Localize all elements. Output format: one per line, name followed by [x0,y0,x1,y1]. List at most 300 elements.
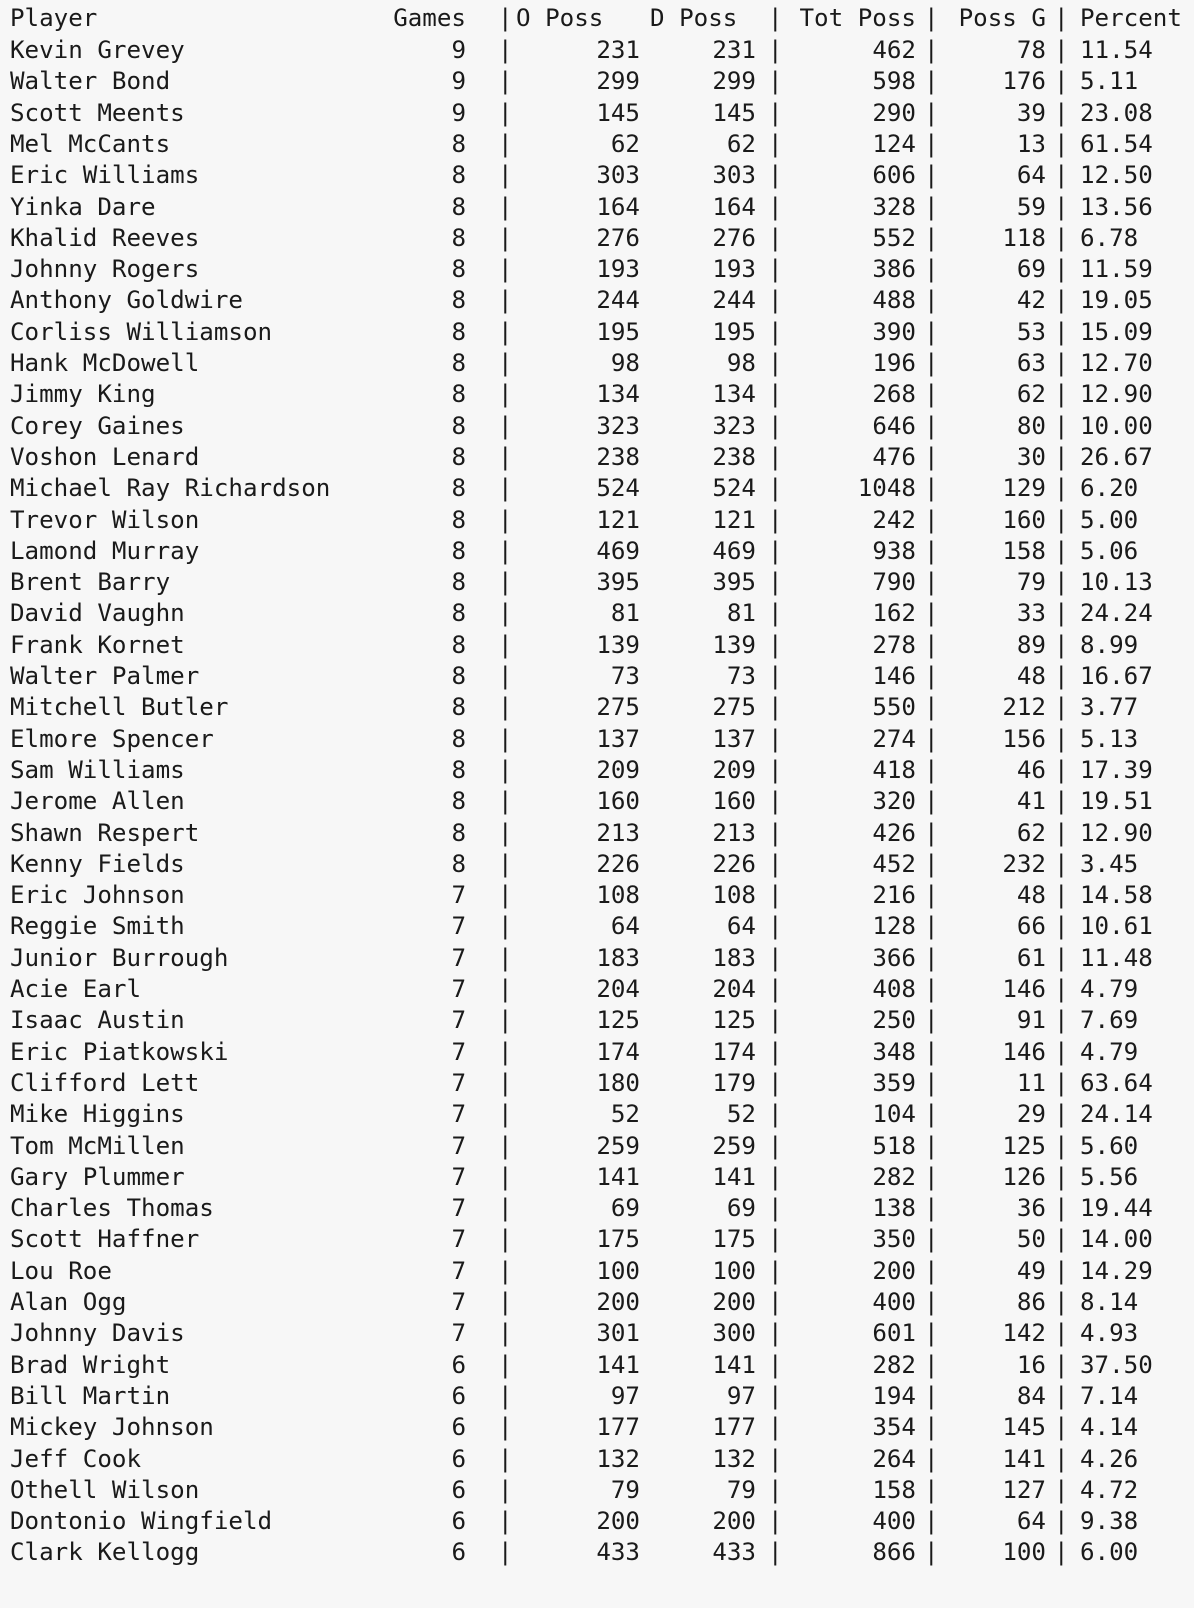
column-separator: | [498,1475,513,1504]
column-separator: | [768,223,783,252]
column-separator: | [768,474,783,503]
cell-o-poss: 193 [596,255,640,284]
cell-tot-poss: 250 [872,1006,916,1035]
cell-o-poss: 276 [596,223,640,252]
column-separator: | [1054,1538,1069,1567]
column-separator: | [498,192,513,221]
cell-tot-poss: 552 [872,223,916,252]
column-separator: | [924,505,939,534]
cell-games: 8 [451,724,466,753]
cell-player: Jimmy King [10,380,156,409]
cell-poss-g: 53 [1016,317,1046,346]
column-separator: | [498,849,513,878]
cell-player: Jeff Cook [10,1444,142,1473]
cell-percent: 4.14 [1080,1413,1139,1442]
cell-o-poss: 200 [596,1288,640,1316]
cell-poss-g: 48 [1016,881,1046,910]
cell-d-poss: 121 [712,505,756,534]
cell-tot-poss: 418 [872,755,916,784]
column-separator: | [768,630,783,659]
cell-poss-g: 79 [1016,568,1046,597]
column-separator: | [498,1538,513,1567]
header-o-poss: O Poss [516,4,604,32]
column-separator: | [1054,98,1069,127]
cell-games: 7 [451,1319,466,1348]
column-separator: | [498,1381,513,1410]
cell-tot-poss: 866 [872,1538,916,1567]
column-separator: | [498,943,513,972]
cell-tot-poss: 162 [872,599,916,628]
column-separator: | [768,1006,783,1035]
cell-d-poss: 183 [712,943,756,972]
cell-player: Sam Williams [10,755,185,784]
cell-poss-g: 16 [1016,1350,1046,1379]
cell-d-poss: 433 [712,1538,756,1567]
cell-d-poss: 52 [726,1100,756,1129]
column-separator: | [498,912,513,941]
cell-player: Tom McMillen [10,1131,185,1160]
column-separator: | [1054,380,1069,409]
column-separator: | [1054,255,1069,284]
column-separator: | [924,317,939,346]
cell-poss-g: 146 [1002,975,1046,1003]
column-separator: | [924,1350,939,1379]
cell-player: Kevin Grevey [10,36,185,64]
column-separator: | [768,98,783,127]
cell-poss-g: 160 [1002,505,1046,534]
cell-d-poss: 469 [712,536,756,565]
cell-percent: 12.90 [1080,818,1153,847]
cell-player: Alan Ogg [10,1288,127,1316]
column-separator: | [498,1256,513,1285]
cell-o-poss: 226 [596,849,640,878]
column-separator: | [498,411,513,440]
cell-games: 8 [451,286,466,315]
column-separator: | [1054,1006,1069,1035]
cell-poss-g: 50 [1016,1225,1046,1254]
column-separator: | [768,1131,783,1160]
cell-poss-g: 62 [1016,380,1046,409]
cell-games: 8 [451,474,466,503]
column-separator: | [768,442,783,471]
cell-player: Johnny Davis [10,1319,185,1348]
cell-percent: 61.54 [1080,129,1153,158]
cell-percent: 4.26 [1080,1444,1139,1473]
column-separator: | [498,505,513,534]
column-separator: | [1054,755,1069,784]
cell-tot-poss: 348 [872,1037,916,1066]
column-separator: | [768,505,783,534]
column-separator: | [924,67,939,96]
cell-d-poss: 204 [712,975,756,1003]
cell-player: Brent Barry [10,568,171,597]
cell-tot-poss: 158 [872,1475,916,1504]
cell-tot-poss: 476 [872,442,916,471]
cell-o-poss: 209 [596,755,640,784]
column-separator: | [498,881,513,910]
cell-player: Mel McCants [10,129,171,158]
cell-o-poss: 62 [610,129,640,158]
column-separator: | [498,599,513,628]
cell-games: 6 [451,1413,466,1442]
cell-poss-g: 61 [1016,943,1046,972]
cell-player: Walter Bond [10,67,171,96]
column-separator: | [768,317,783,346]
cell-poss-g: 141 [1002,1444,1046,1473]
cell-d-poss: 200 [712,1288,756,1316]
cell-player: Corey Gaines [10,411,185,440]
cell-poss-g: 212 [1002,693,1046,722]
column-separator: | [768,255,783,284]
cell-o-poss: 213 [596,818,640,847]
column-separator: | [924,693,939,722]
column-separator: | [498,818,513,847]
cell-o-poss: 97 [610,1381,640,1410]
column-separator: | [924,1288,939,1316]
cell-poss-g: 30 [1016,442,1046,471]
cell-tot-poss: 278 [872,630,916,659]
cell-games: 8 [451,536,466,565]
column-separator: | [498,1413,513,1442]
cell-o-poss: 175 [596,1225,640,1254]
cell-percent: 6.78 [1080,223,1139,252]
cell-player: Walter Palmer [10,662,200,690]
column-separator: | [1054,1350,1069,1379]
cell-player: Voshon Lenard [10,442,200,471]
cell-d-poss: 231 [712,36,756,64]
column-separator: | [498,1162,513,1191]
cell-poss-g: 89 [1016,630,1046,659]
column-separator: | [498,568,513,597]
column-separator: | [768,818,783,847]
column-separator: | [498,286,513,315]
cell-poss-g: 156 [1002,724,1046,753]
column-separator: | [768,192,783,221]
column-separator: | [1054,474,1069,503]
cell-games: 7 [451,975,466,1003]
cell-d-poss: 275 [712,693,756,722]
cell-player: Eric Williams [10,161,200,190]
cell-tot-poss: 200 [872,1256,916,1285]
cell-d-poss: 193 [712,255,756,284]
cell-poss-g: 127 [1002,1475,1046,1504]
cell-percent: 7.14 [1080,1381,1139,1410]
column-separator: | [924,1162,939,1191]
cell-percent: 5.11 [1080,67,1139,96]
cell-o-poss: 141 [596,1350,640,1379]
cell-player: Mike Higgins [10,1100,185,1129]
column-separator: | [924,881,939,910]
column-separator: | [924,161,939,190]
cell-poss-g: 62 [1016,818,1046,847]
cell-o-poss: 137 [596,724,640,753]
column-separator: | [768,662,783,690]
column-separator: | [1054,1068,1069,1097]
column-separator: | [768,1413,783,1442]
cell-poss-g: 59 [1016,192,1046,221]
cell-o-poss: 395 [596,568,640,597]
cell-d-poss: 62 [726,129,756,158]
cell-player: Brad Wright [10,1350,171,1379]
cell-d-poss: 137 [712,724,756,753]
column-separator: | [768,724,783,753]
cell-percent: 5.00 [1080,505,1139,534]
cell-percent: 19.51 [1080,787,1153,816]
cell-d-poss: 141 [712,1162,756,1191]
cell-player: Clark Kellogg [10,1538,200,1567]
cell-d-poss: 395 [712,568,756,597]
column-separator: | [924,1319,939,1348]
cell-o-poss: 160 [596,787,640,816]
column-separator: | [924,411,939,440]
cell-percent: 15.09 [1080,317,1153,346]
cell-player: Shawn Respert [10,818,200,847]
cell-percent: 14.00 [1080,1225,1153,1254]
column-separator: | [1054,724,1069,753]
cell-o-poss: 177 [596,1413,640,1442]
column-separator: | [768,1225,783,1254]
column-separator: | [498,442,513,471]
column-separator: | [768,1538,783,1567]
cell-o-poss: 134 [596,380,640,409]
column-separator: | [498,630,513,659]
cell-d-poss: 259 [712,1131,756,1160]
table-header [10,2,1182,34]
cell-d-poss: 175 [712,1225,756,1254]
cell-o-poss: 195 [596,317,640,346]
cell-percent: 14.58 [1080,881,1153,910]
cell-player: Gary Plummer [10,1162,185,1191]
cell-tot-poss: 268 [872,380,916,409]
column-separator: | [768,975,783,1003]
cell-percent: 5.06 [1080,536,1139,565]
column-separator: | [498,536,513,565]
column-separator: | [924,599,939,628]
cell-games: 8 [451,787,466,816]
cell-o-poss: 524 [596,474,640,503]
column-separator: | [1054,442,1069,471]
cell-d-poss: 81 [726,599,756,628]
cell-d-poss: 179 [712,1068,756,1097]
cell-player: Junior Burrough [10,943,229,972]
header-separator: | [498,4,513,32]
cell-o-poss: 323 [596,411,640,440]
cell-percent: 12.90 [1080,380,1153,409]
cell-tot-poss: 390 [872,317,916,346]
cell-player: Isaac Austin [10,1006,185,1035]
cell-tot-poss: 146 [872,662,916,690]
cell-percent: 19.44 [1080,1194,1153,1223]
cell-o-poss: 204 [596,975,640,1003]
cell-o-poss: 98 [610,349,640,377]
column-separator: | [1054,787,1069,816]
cell-d-poss: 69 [726,1194,756,1223]
column-separator: | [768,1475,783,1504]
cell-o-poss: 132 [596,1444,640,1473]
cell-games: 9 [451,98,466,127]
cell-tot-poss: 290 [872,98,916,127]
column-separator: | [1054,129,1069,158]
cell-games: 6 [451,1350,466,1379]
cell-player: Reggie Smith [10,912,185,941]
cell-d-poss: 134 [712,380,756,409]
cell-games: 8 [451,505,466,534]
cell-percent: 3.45 [1080,849,1139,878]
cell-poss-g: 142 [1002,1319,1046,1348]
column-separator: | [1054,36,1069,64]
cell-poss-g: 232 [1002,849,1046,878]
cell-games: 8 [451,662,466,690]
cell-tot-poss: 282 [872,1162,916,1191]
cell-percent: 13.56 [1080,192,1153,221]
column-separator: | [1054,1381,1069,1410]
cell-poss-g: 64 [1016,1507,1046,1536]
column-separator: | [924,1444,939,1473]
cell-percent: 63.64 [1080,1068,1153,1097]
cell-poss-g: 69 [1016,255,1046,284]
column-separator: | [1054,349,1069,377]
column-separator: | [498,36,513,64]
cell-d-poss: 132 [712,1444,756,1473]
cell-poss-g: 66 [1016,912,1046,941]
column-separator: | [498,349,513,377]
cell-poss-g: 13 [1016,129,1046,158]
cell-games: 9 [451,67,466,96]
cell-percent: 23.08 [1080,98,1153,127]
cell-player: Charles Thomas [10,1194,214,1223]
column-separator: | [498,662,513,690]
column-separator: | [768,755,783,784]
column-separator: | [768,881,783,910]
cell-o-poss: 69 [610,1194,640,1223]
column-separator: | [1054,912,1069,941]
cell-games: 6 [451,1475,466,1504]
cell-player: Kenny Fields [10,849,185,878]
cell-poss-g: 125 [1002,1131,1046,1160]
cell-o-poss: 125 [596,1006,640,1035]
cell-games: 7 [451,1194,466,1223]
column-separator: | [498,67,513,96]
cell-games: 8 [451,192,466,221]
cell-d-poss: 200 [712,1507,756,1536]
column-separator: | [768,912,783,941]
column-separator: | [1054,1194,1069,1223]
cell-percent: 16.67 [1080,662,1153,690]
cell-tot-poss: 264 [872,1444,916,1473]
cell-o-poss: 164 [596,192,640,221]
cell-poss-g: 41 [1016,787,1046,816]
cell-games: 7 [451,1162,466,1191]
cell-percent: 6.20 [1080,474,1139,503]
cell-poss-g: 145 [1002,1413,1046,1442]
column-separator: | [924,1131,939,1160]
column-separator: | [498,1194,513,1223]
cell-tot-poss: 518 [872,1131,916,1160]
column-separator: | [768,161,783,190]
cell-games: 8 [451,411,466,440]
cell-games: 8 [451,818,466,847]
cell-tot-poss: 274 [872,724,916,753]
column-separator: | [924,1100,939,1129]
column-separator: | [498,1444,513,1473]
cell-player: Acie Earl [10,975,142,1003]
cell-poss-g: 64 [1016,161,1046,190]
column-separator: | [1054,599,1069,628]
cell-games: 8 [451,161,466,190]
column-separator: | [1054,1225,1069,1254]
cell-player: Khalid Reeves [10,223,200,252]
cell-o-poss: 183 [596,943,640,972]
column-separator: | [924,630,939,659]
cell-o-poss: 52 [610,1100,640,1129]
cell-poss-g: 33 [1016,599,1046,628]
column-separator: | [498,1319,513,1348]
cell-player: Scott Haffner [10,1225,200,1254]
column-separator: | [1054,1037,1069,1066]
cell-games: 6 [451,1507,466,1536]
column-separator: | [768,1288,783,1316]
column-separator: | [498,755,513,784]
cell-o-poss: 469 [596,536,640,565]
cell-percent: 10.61 [1080,912,1153,941]
cell-o-poss: 433 [596,1538,640,1567]
column-separator: | [924,1037,939,1066]
cell-player: Mitchell Butler [10,693,229,722]
cell-d-poss: 108 [712,881,756,910]
cell-games: 7 [451,943,466,972]
cell-player: Lou Roe [10,1256,112,1285]
cell-player: Lamond Murray [10,536,200,565]
column-separator: | [1054,286,1069,315]
cell-poss-g: 39 [1016,98,1046,127]
cell-o-poss: 145 [596,98,640,127]
cell-percent: 9.38 [1080,1507,1139,1536]
header-player: Player [10,4,98,32]
column-separator: | [768,1507,783,1536]
column-separator: | [498,1006,513,1035]
column-separator: | [498,1225,513,1254]
cell-d-poss: 209 [712,755,756,784]
cell-games: 6 [451,1538,466,1567]
cell-o-poss: 139 [596,630,640,659]
header-separator: | [1054,4,1069,32]
column-separator: | [1054,1100,1069,1129]
column-separator: | [498,129,513,158]
column-separator: | [768,1194,783,1223]
column-separator: | [924,129,939,158]
cell-games: 8 [451,317,466,346]
cell-o-poss: 108 [596,881,640,910]
cell-percent: 6.00 [1080,1538,1139,1567]
cell-poss-g: 78 [1016,36,1046,64]
column-separator: | [768,568,783,597]
cell-games: 7 [451,1037,466,1066]
cell-tot-poss: 462 [872,36,916,64]
cell-player: Dontonio Wingfield [10,1507,273,1536]
column-separator: | [768,411,783,440]
column-separator: | [924,474,939,503]
cell-games: 8 [451,630,466,659]
column-separator: | [768,943,783,972]
cell-tot-poss: 366 [872,943,916,972]
column-separator: | [1054,818,1069,847]
cell-poss-g: 84 [1016,1381,1046,1410]
cell-tot-poss: 242 [872,505,916,534]
cell-tot-poss: 196 [872,349,916,377]
column-separator: | [924,849,939,878]
column-separator: | [768,380,783,409]
cell-tot-poss: 386 [872,255,916,284]
